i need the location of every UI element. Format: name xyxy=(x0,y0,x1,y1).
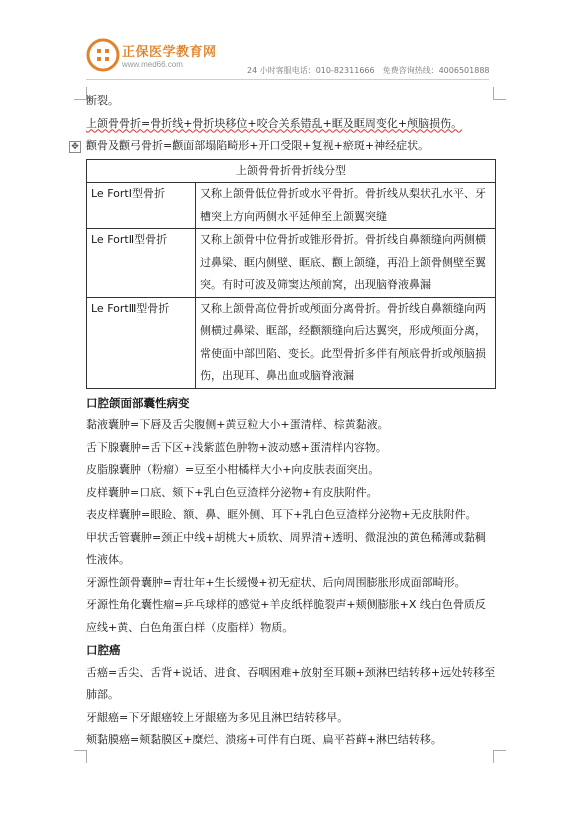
med66-logo-icon xyxy=(86,38,120,72)
list-item: 舌下腺囊肿=舌下区+浅紫蓝色肿物+波动感+蛋清样内容物。 xyxy=(86,440,387,454)
paragraph: 颧骨及颧弓骨折=颧面部塌陷畸形+开口受限+复视+瘀斑+神经症状。 xyxy=(86,139,430,152)
page-header xyxy=(0,0,577,84)
list-item: 皮脂腺囊肿（粉瘤）=豆至小柑橘样大小+向皮肤表面突出。 xyxy=(86,463,380,476)
table-row xyxy=(87,297,496,388)
document-body xyxy=(86,90,496,752)
table-title-row xyxy=(87,159,496,183)
section-heading: 口腔颌面部囊性病变 xyxy=(86,395,190,410)
fracture-type: Le FortⅢ型骨折 xyxy=(87,297,196,388)
fracture-description: 又称上颌骨低位骨折或水平骨折。骨折线从梨状孔水平、牙槽突上方向两侧水平延伸至上颌翼突缝 xyxy=(196,183,496,229)
list-item: 牙龈癌=下牙龈癌较上牙龈癌为多见且淋巴结转移早。 xyxy=(86,710,349,724)
section-heading: 口腔癌 xyxy=(86,643,121,657)
list-item: 舌癌=舌尖、舌背+说话、进食、吞咽困难+放射至耳颞+颈淋巴结转移+远处转移至肺部。 xyxy=(86,665,496,701)
paragraph: 上颌骨骨折=骨折线+骨折块移位+咬合关系错乱+眶及眶周变化+颅脑损伤。 xyxy=(86,116,463,130)
table-row xyxy=(87,229,496,298)
list-item: 甲状舌管囊肿=颈正中线+胡桃大+质软、周界清+透明、微混浊的黄色稀薄或黏稠性液体。 xyxy=(86,530,486,566)
list-item: 皮样囊肿=口底、颏下+乳白色豆渣样分泌物+有皮肤附件。 xyxy=(86,485,378,499)
margin-corner-bottom-right xyxy=(493,750,506,763)
fracture-description: 又称上颌骨高位骨折或颅面分离骨折。骨折线自鼻额缝向两侧横过鼻梁、眶部，经颧额缝向后达翼突，形成颅面分离，常使面中部凹陷、变长。此型骨折多伴有颅底骨折或颅脑损伤，出现耳、鼻出血或脑脊液漏 xyxy=(196,297,496,388)
list-item: 颊黏膜癌=颊黏膜区+糜烂、溃疡+可伴有白斑、扁平苔藓+淋巴结转移。 xyxy=(86,733,442,746)
list-item: 黏液囊肿=下唇及舌尖腹侧+黄豆粒大小+蛋清样、棕黄黏液。 xyxy=(86,418,389,431)
fracture-description: 又称上颌骨中位骨折或锥形骨折。骨折线自鼻额缝向两侧横过鼻梁、眶内侧壁、眶底、颧上颌缝，再沿上颌骨侧壁至翼突。有时可波及筛窦达颅前窝，出现脑脊液鼻漏 xyxy=(196,229,496,298)
header-divider xyxy=(86,79,489,80)
site-url[interactable]: www.med66.com xyxy=(122,60,183,69)
brand-name: 正保医学教育网 xyxy=(122,45,217,60)
paragraph: 断裂。 xyxy=(86,94,119,107)
table-title: 上颌骨骨折骨折线分型 xyxy=(87,159,496,183)
table-move-handle-icon[interactable]: ✥ xyxy=(69,141,81,153)
fracture-table xyxy=(86,159,496,389)
fracture-type: Le FortⅡ型骨折 xyxy=(87,229,196,298)
margin-corner-bottom-left xyxy=(74,750,87,763)
fracture-type: Le FortⅠ型骨折 xyxy=(87,183,196,229)
list-item: 表皮样囊肿=眼睑、额、鼻、眶外侧、耳下+乳白色豆渣样分泌物+无皮肤附件。 xyxy=(86,508,477,521)
hotline-text: 24 小时客服电话：010-82311666 免费咨询热线：4006501888 xyxy=(247,66,490,75)
list-item: 牙源性角化囊性瘤=乒乓球样的感觉+羊皮纸样脆裂声+颊侧膨胀+X 线白色骨质反应线+黄、白色角蛋白样（皮脂样）物质。 xyxy=(86,598,486,634)
list-item: 牙源性颌骨囊肿=青壮年+生长缓慢+初无症状、后向周围膨胀形成面部畸形。 xyxy=(86,575,466,589)
table-row xyxy=(87,183,496,229)
